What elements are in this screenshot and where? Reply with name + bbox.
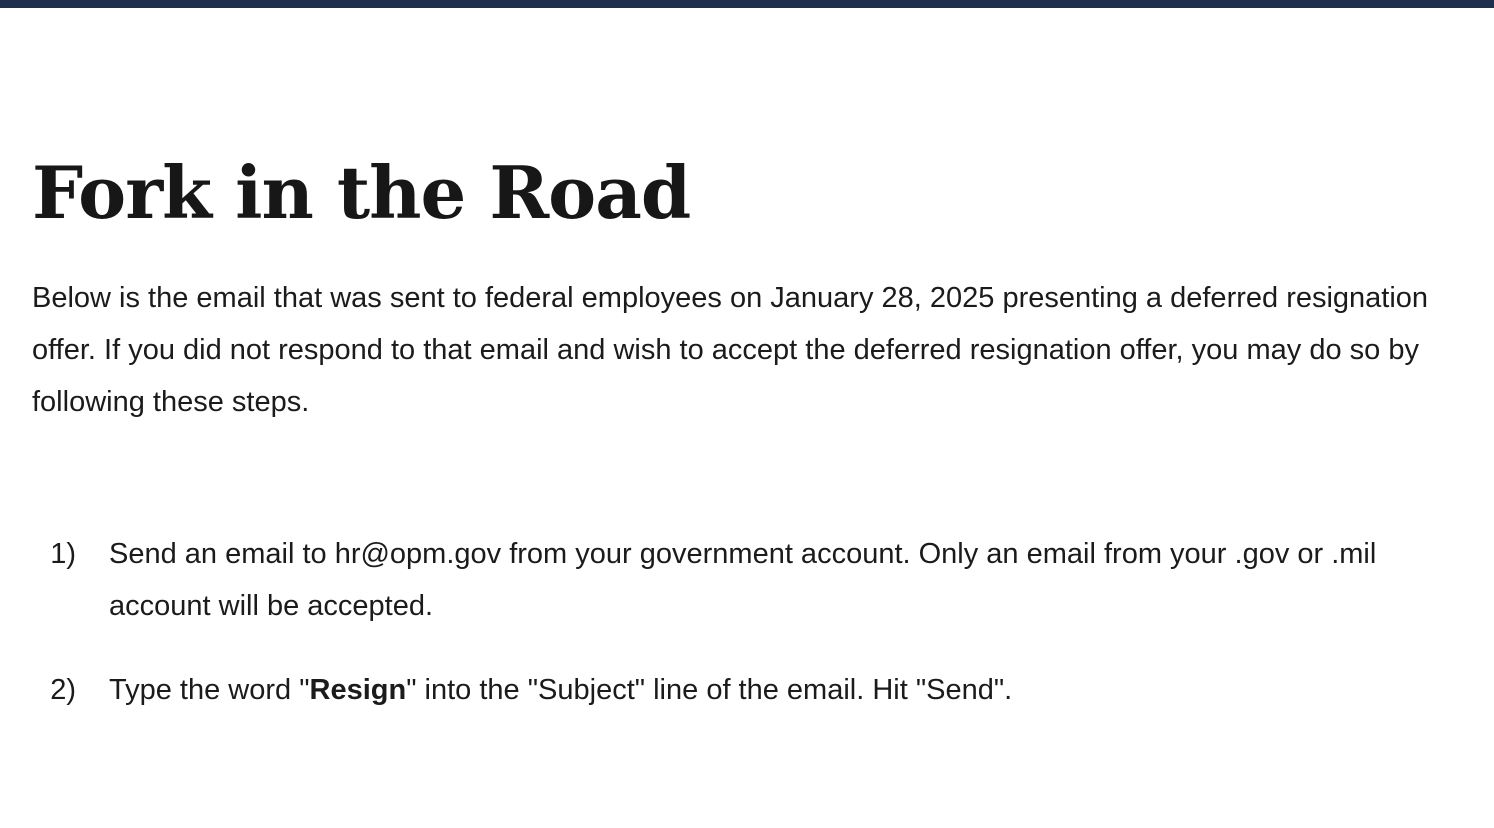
- step-text-before: Type the word ": [109, 674, 310, 706]
- step-text: Send an email to hr@opm.gov from your government account. Only an email from your .gov or .mil account will be accepted.: [109, 538, 1377, 622]
- step-text-after: " into the "Subject" line of the email. Hit "Send".: [406, 674, 1013, 706]
- step-item-1: [0, 528, 1409, 632]
- step-number: 1): [50, 538, 76, 570]
- top-banner-bar: [0, 0, 1494, 8]
- step-text: [109, 674, 1012, 706]
- page-title: Fork in the Road: [32, 150, 691, 235]
- step-bold-word: Resign: [309, 674, 407, 706]
- step-item-2: [0, 664, 1409, 716]
- steps-list: [0, 528, 1494, 716]
- step-number: 2): [50, 674, 76, 706]
- intro-paragraph: Below is the email that was sent to federal employees on January 28, 2025 presenting a deferred resignation offer. If you did not respond to that email and wish to accept the deferred resignation offer, you may do so by following these steps.: [32, 282, 1429, 418]
